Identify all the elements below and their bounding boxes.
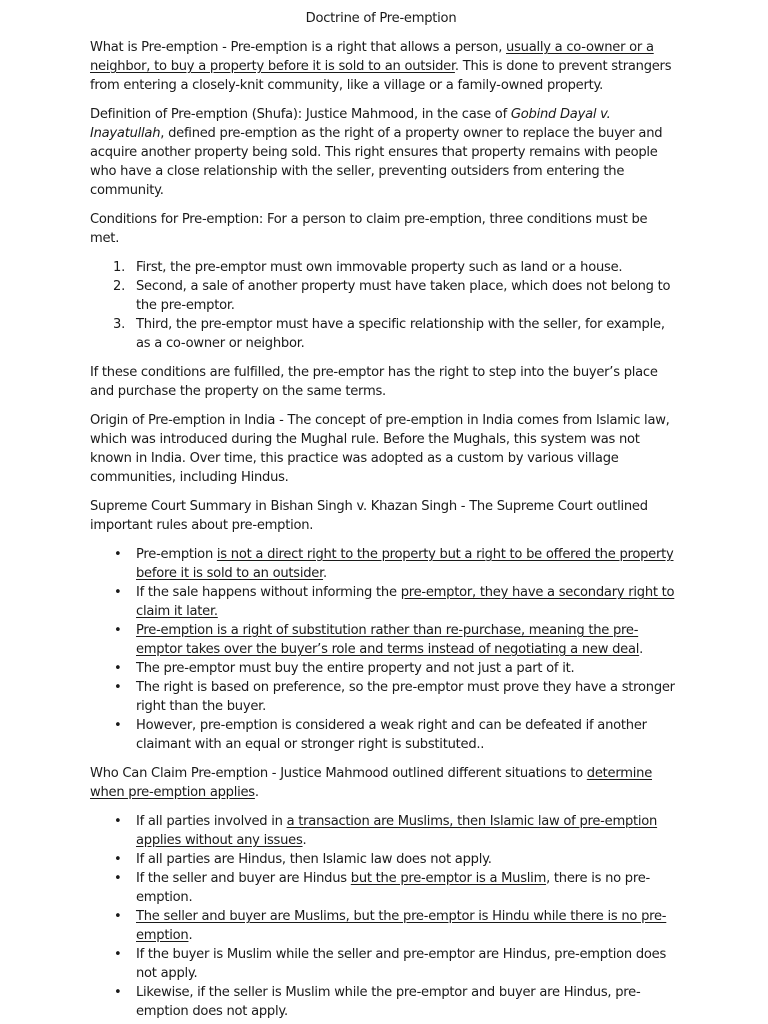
paragraph-conditions-intro: Conditions for Pre-emption: For a person to claim pre-emption, three conditions must be met.	[90, 212, 648, 246]
text: .	[188, 928, 193, 943]
text: . This is done to prevent strangers from entering a closely-knit community, like a village or a family-owned property.	[90, 59, 672, 93]
who-can-claim-list	[90, 812, 680, 1021]
list-item	[136, 869, 680, 907]
underlined-text: usually a co-owner or a neighbor, to buy a property before it is sold to an outsider	[90, 40, 654, 74]
paragraph-supreme-court: Supreme Court Summary in Bishan Singh v. Khazan Singh - The Supreme Court outlined important rules about pre-emption.	[90, 499, 648, 533]
list-item: First, the pre-emptor must own immovable property such as land or a house.	[136, 260, 623, 275]
list-item	[136, 583, 680, 621]
paragraph-who-can-claim	[90, 764, 680, 802]
paragraph-origin: Origin of Pre-emption in India - The concept of pre-emption in India comes from Islamic law, which was introduced during the Mughal rule. Before the Mughals, this system was not known in India. Over time, this practice was adopted as a custom by various village communities, including Hindus.	[90, 413, 670, 485]
list-item: • However, pre-emption is considered a weak right and can be defeated if another claimant with an equal or stronger right is substituted..	[136, 716, 680, 754]
underlined-text: is not a direct right to the property but a right to be offered the property before it is sold to an outsider	[136, 547, 674, 581]
text: If the seller and buyer are Hindus	[136, 871, 351, 886]
paragraph-what-is-preemption	[90, 38, 680, 95]
text: If all parties involved in	[136, 814, 287, 829]
underlined-text: but the pre-emptor is a Muslim	[350, 871, 547, 886]
text: .	[254, 785, 259, 800]
paragraph-conditions-fulfilled: If these conditions are fulfilled, the pre-emptor has the right to step into the buyer’s place and purchase the property on the same terms.	[90, 365, 658, 399]
list-item: • If the buyer is Muslim while the seller and pre-emptor are Hindus, pre-emption does not apply.	[136, 945, 680, 983]
text: Definition of Pre-emption (Shufa): Justice Mahmood, in the case of	[90, 107, 511, 122]
paragraph-definition	[90, 105, 680, 200]
list-item: Second, a sale of another property must have taken place, which does not belong to the pre-emptor.	[136, 279, 671, 313]
list-item	[136, 621, 680, 659]
list-item: Third, the pre-emptor must have a specific relationship with the seller, for example, as a co-owner or neighbor.	[136, 317, 665, 351]
list-item: • Likewise, if the seller is Muslim while the pre-emptor and buyer are Hindus, pre-emption does not apply.	[136, 983, 680, 1021]
supreme-court-list	[90, 545, 680, 754]
text: , defined pre-emption as the right of a property owner to replace the buyer and acquire another property being sold. This right ensures that property remains with people who have a close relationship with the seller, preventing outsiders from entering the community.	[90, 126, 663, 198]
text: .	[639, 642, 644, 657]
underlined-text: determine when pre-emption applies	[90, 766, 653, 800]
document-title: Doctrine of Pre-emption	[305, 11, 457, 26]
document-page	[90, 0, 680, 1021]
underlined-text: The seller and buyer are Muslims, but the pre-emptor is Hindu while there is no pre-emption	[136, 909, 667, 943]
text: , there is no pre-emption.	[136, 871, 650, 905]
underlined-text: Pre-emption is a right of substitution rather than re-purchase, meaning the pre-emptor takes over the buyer’s role and terms instead of negotiating a new deal	[136, 623, 640, 657]
list-item	[136, 545, 680, 583]
text: If the sale happens without informing the	[136, 585, 401, 600]
list-item	[136, 907, 680, 945]
list-item: • The pre-emptor must buy the entire property and not just a part of it.	[136, 659, 680, 678]
case-name: Gobind Dayal v. Inayatullah	[90, 107, 611, 141]
underlined-text: a transaction are Muslims, then Islamic law of pre-emption applies without any issues	[136, 814, 658, 848]
text: .	[323, 566, 327, 581]
text: .	[302, 833, 307, 848]
list-item	[136, 812, 680, 850]
underlined-text: pre-emptor, they have a secondary right to claim it later.	[136, 585, 675, 619]
text: Who Can Claim Pre-emption - Justice Mahmood outlined different situations to	[90, 766, 587, 781]
text: Pre-emption	[136, 547, 217, 562]
list-item: • If all parties are Hindus, then Islamic law does not apply.	[136, 850, 680, 869]
list-item: • The right is based on preference, so the pre-emptor must prove they have a stronger right than the buyer.	[136, 678, 680, 716]
text: What is Pre-emption - Pre-emption is a right that allows a person,	[90, 40, 507, 55]
conditions-list	[90, 258, 680, 353]
